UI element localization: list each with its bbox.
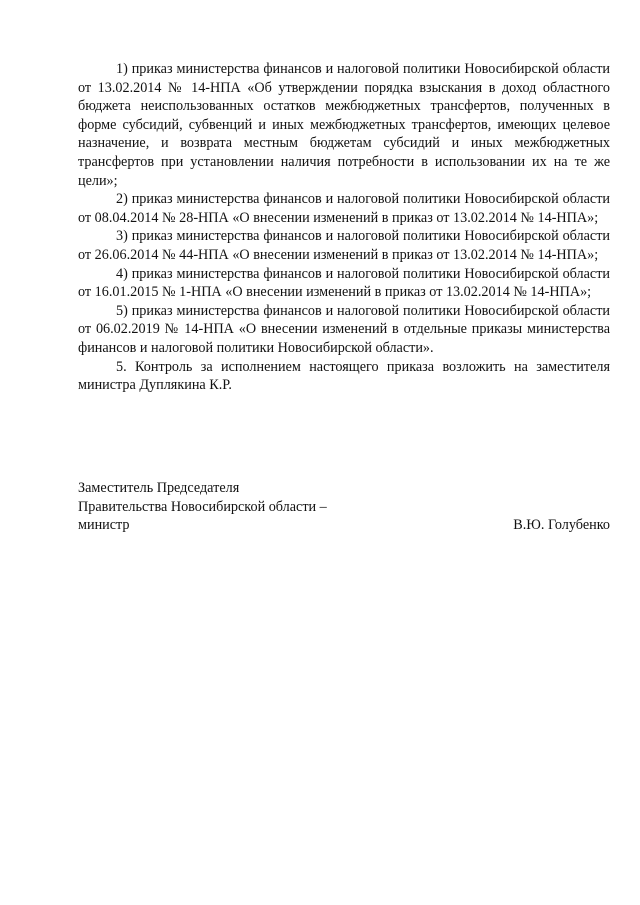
signature-block [78,479,610,535]
list-item-4: 4) приказ министерства финансов и налоговой политики Новосибирской области от 16.01.2015 № 1-НПА «О внесении изменений в приказ от 13.02.2014 № 14-НПА»; [78,265,610,301]
document-body [78,60,610,395]
signer-position-line-2: Правительства Новосибирской области – [78,498,327,515]
list-item-5: 5) приказ министерства финансов и налоговой политики Новосибирской области от 06.02.2019 № 14-НПА «О внесении изменений в отдельные приказы министерства финансов и налоговой политики Новосибирской области». [78,302,610,356]
control-clause: 5. Контроль за исполнением настоящего приказа возложить на заместителя министра Дуплякина К.Р. [78,358,610,394]
signer-final-line [78,516,610,535]
signer-position-line-1: Заместитель Председателя [78,480,240,496]
list-item-1: 1) приказ министерства финансов и налоговой политики Новосибирской области от 13.02.2014 № 14-НПА «Об утверждении порядка взыскания в доход областного бюджета неиспользованных остатков межбюджетных трансфертов, полученных в форме субсидий, субвенций и иных межбюджетных трансфертов, имеющих целевое назначение, и возврата местным бюджетам субсидий и иных межбюджетных трансфертов при установлении наличия потребности в использовании их на те же цели»; [78,61,610,189]
signer-name: В.Ю. Голубенко [513,517,610,534]
list-item-3: 3) приказ министерства финансов и налоговой политики Новосибирской области от 26.06.2014 № 44-НПА «О внесении изменений в приказ от 13.02.2014 № 14-НПА»; [78,228,610,263]
signer-position-line-3: министр [78,517,130,534]
list-item-2: 2) приказ министерства финансов и налоговой политики Новосибирской области от 08.04.2014 № 28-НПА «О внесении изменений в приказ от 13.02.2014 № 14-НПА»; [78,191,610,226]
